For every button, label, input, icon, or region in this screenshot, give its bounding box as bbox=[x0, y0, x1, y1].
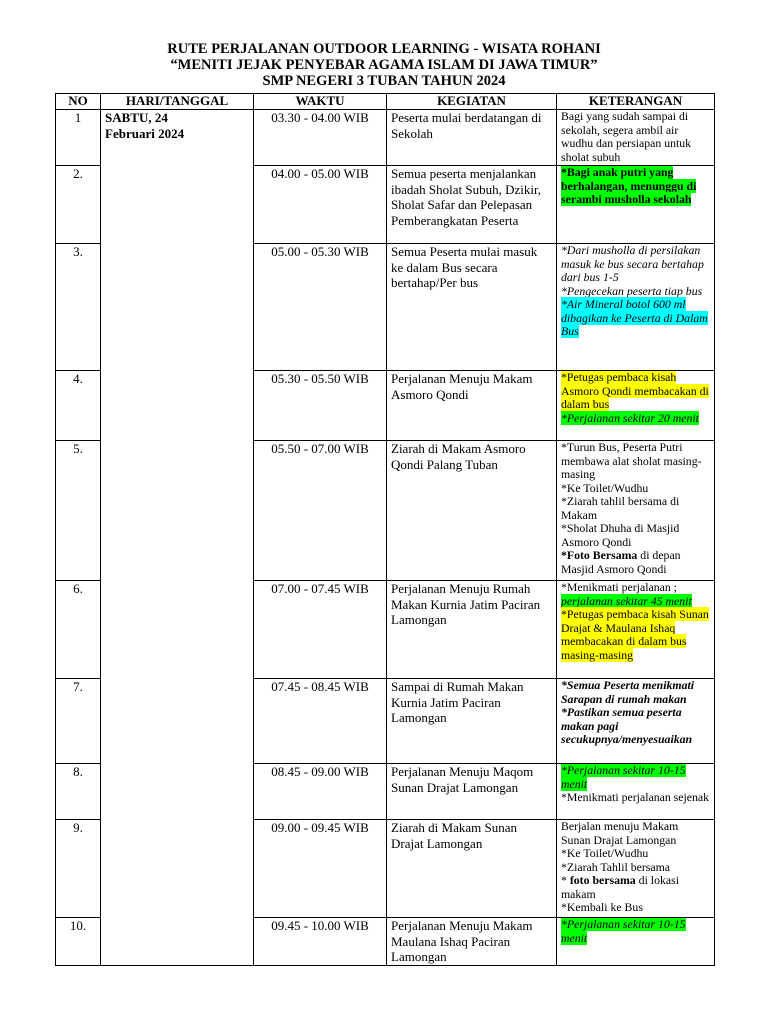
note-text: perjalanan sekitar 45 menit bbox=[561, 593, 692, 608]
notes-cell bbox=[557, 679, 715, 764]
column-header-time: WAKTU bbox=[254, 94, 387, 110]
activity-cell: Semua Peserta mulai masuk ke dalam Bus secara bertahap/Per bus bbox=[387, 244, 557, 371]
note-text: *Ziarah tahlil bersama di Makam bbox=[561, 494, 680, 522]
note-text: *Perjalanan sekitar 10-15 menit bbox=[561, 763, 686, 791]
note-text: *Ke Toilet/Wudhu bbox=[561, 480, 649, 495]
activity-cell: Perjalanan Menuju Maqom Sunan Drajat Lamongan bbox=[387, 764, 557, 820]
title-line-3: SMP NEGERI 3 TUBAN TAHUN 2024 bbox=[262, 73, 506, 89]
row-number: 8. bbox=[56, 764, 101, 820]
note-text: *Pengecekan peserta tiap bus bbox=[561, 283, 703, 298]
row-number: 6. bbox=[56, 581, 101, 679]
row-number: 1 bbox=[56, 110, 101, 166]
document-title bbox=[0, 41, 768, 89]
column-header-notes: KETERANGAN bbox=[557, 94, 715, 110]
note-text: *Dari musholla di persilakan masuk ke bus secara bertahap dari bus 1-5 bbox=[561, 243, 704, 284]
row-number: 3. bbox=[56, 244, 101, 371]
note-text: *Air Mineral botol 600 ml dibagikan ke Peserta di Dalam Bus bbox=[561, 297, 708, 338]
notes-cell bbox=[557, 918, 715, 966]
row-number: 7. bbox=[56, 679, 101, 764]
day-date-cell bbox=[101, 110, 254, 966]
activity-cell: Ziarah di Makam Sunan Drajat Lamongan bbox=[387, 820, 557, 918]
note-text: *Ke Toilet/Wudhu bbox=[561, 846, 649, 860]
activity-cell: Ziarah di Makam Asmoro Qondi Palang Tuban bbox=[387, 441, 557, 581]
note-text: *Kembali ke Bus bbox=[561, 900, 643, 914]
note-text: *Sholat Dhuha di Masjid Asmoro Qondi bbox=[561, 521, 680, 549]
note-text: *Perjalanan sekitar 20 menit bbox=[561, 410, 699, 425]
activity-cell: Sampai di Rumah Makan Kurnia Jatim Paciran Lamongan bbox=[387, 679, 557, 764]
notes-cell bbox=[557, 244, 715, 371]
note-text: di lokasi makam bbox=[561, 873, 679, 901]
activity-cell: Peserta mulai berdatangan di Sekolah bbox=[387, 110, 557, 166]
column-header-activity: KEGIATAN bbox=[387, 94, 557, 110]
table-row bbox=[56, 110, 715, 166]
note-text: Berjalan menuju Makam Sunan Drajat Lamongan bbox=[561, 819, 679, 847]
title-line-2: “MENITI JEJAK PENYEBAR AGAMA ISLAM DI JAWA TIMUR” bbox=[170, 57, 598, 73]
note-text: *Petugas pembaca kisah Asmoro Qondi membacakan di dalam bus bbox=[561, 370, 709, 411]
row-number: 10. bbox=[56, 918, 101, 966]
activity-cell: Perjalanan Menuju Rumah Makan Kurnia Jatim Paciran Lamongan bbox=[387, 581, 557, 679]
row-number: 4. bbox=[56, 371, 101, 441]
notes-cell bbox=[557, 371, 715, 441]
activity-cell: Perjalanan Menuju Makam Asmoro Qondi bbox=[387, 371, 557, 441]
activity-cell: Perjalanan Menuju Makam Maulana Ishaq Paciran Lamongan bbox=[387, 918, 557, 966]
title-line-1: RUTE PERJALANAN OUTDOOR LEARNING - WISATA ROHANI bbox=[167, 41, 601, 57]
row-number: 9. bbox=[56, 820, 101, 918]
time-cell: 04.00 - 05.00 WIB bbox=[254, 166, 387, 244]
notes-cell bbox=[557, 764, 715, 820]
note-text: *Perjalanan sekitar 10-15 menit bbox=[561, 917, 686, 945]
column-header-day: HARI/TANGGAL bbox=[101, 94, 254, 110]
time-cell: 07.45 - 08.45 WIB bbox=[254, 679, 387, 764]
table-header-row bbox=[56, 94, 715, 110]
note-text: Bagi yang sudah sampai di sekolah, segera ambil air wudhu dan persiapan untuk sholat subuh bbox=[561, 109, 692, 164]
date-label: Februari 2024 bbox=[105, 126, 185, 141]
time-cell: 03.30 - 04.00 WIB bbox=[254, 110, 387, 166]
note-text: *Menikmati perjalanan ; bbox=[561, 580, 677, 594]
notes-cell bbox=[557, 166, 715, 244]
note-text: foto bersama bbox=[569, 873, 636, 887]
row-number: 2. bbox=[56, 166, 101, 244]
time-cell: 08.45 - 09.00 WIB bbox=[254, 764, 387, 820]
note-text: *Pastikan semua peserta makan pagi secukupnya/menyesuaikan bbox=[561, 705, 693, 746]
note-text: *Petugas pembaca kisah Sunan Drajat & Maulana Ishaq membacakan di dalam bus masing-masing bbox=[561, 607, 709, 662]
note-text: *Ziarah Tahlil bersama bbox=[561, 859, 671, 874]
note-text: *Menikmati perjalanan sejenak bbox=[561, 790, 710, 804]
time-cell: 05.00 - 05.30 WIB bbox=[254, 244, 387, 371]
time-cell: 05.30 - 05.50 WIB bbox=[254, 371, 387, 441]
note-text: *Semua Peserta menikmati Sarapan di rumah makan bbox=[561, 678, 695, 706]
row-number: 5. bbox=[56, 441, 101, 581]
note-text: di depan Masjid Asmoro Qondi bbox=[561, 548, 681, 576]
note-text: *Turun Bus, Peserta Putri membawa alat sholat masing-masing bbox=[561, 440, 702, 481]
notes-cell bbox=[557, 581, 715, 679]
notes-cell bbox=[557, 110, 715, 166]
time-cell: 09.00 - 09.45 WIB bbox=[254, 820, 387, 918]
note-text: * bbox=[561, 873, 570, 887]
day-label: SABTU, 24 bbox=[105, 110, 168, 125]
notes-cell bbox=[557, 441, 715, 581]
note-text: *Bagi anak putri yang berhalangan, menunggu di serambi musholla sekolah bbox=[561, 165, 697, 206]
notes-cell bbox=[557, 820, 715, 918]
time-cell: 07.00 - 07.45 WIB bbox=[254, 581, 387, 679]
activity-cell: Semua peserta menjalankan ibadah Sholat Subuh, Dzikir, Sholat Safar dan Pelepasan Pemberangkatan Peserta bbox=[387, 166, 557, 244]
time-cell: 05.50 - 07.00 WIB bbox=[254, 441, 387, 581]
note-text: *Foto Bersama bbox=[561, 548, 638, 562]
column-header-no: NO bbox=[56, 94, 101, 110]
time-cell: 09.45 - 10.00 WIB bbox=[254, 918, 387, 966]
schedule-table bbox=[55, 93, 715, 966]
